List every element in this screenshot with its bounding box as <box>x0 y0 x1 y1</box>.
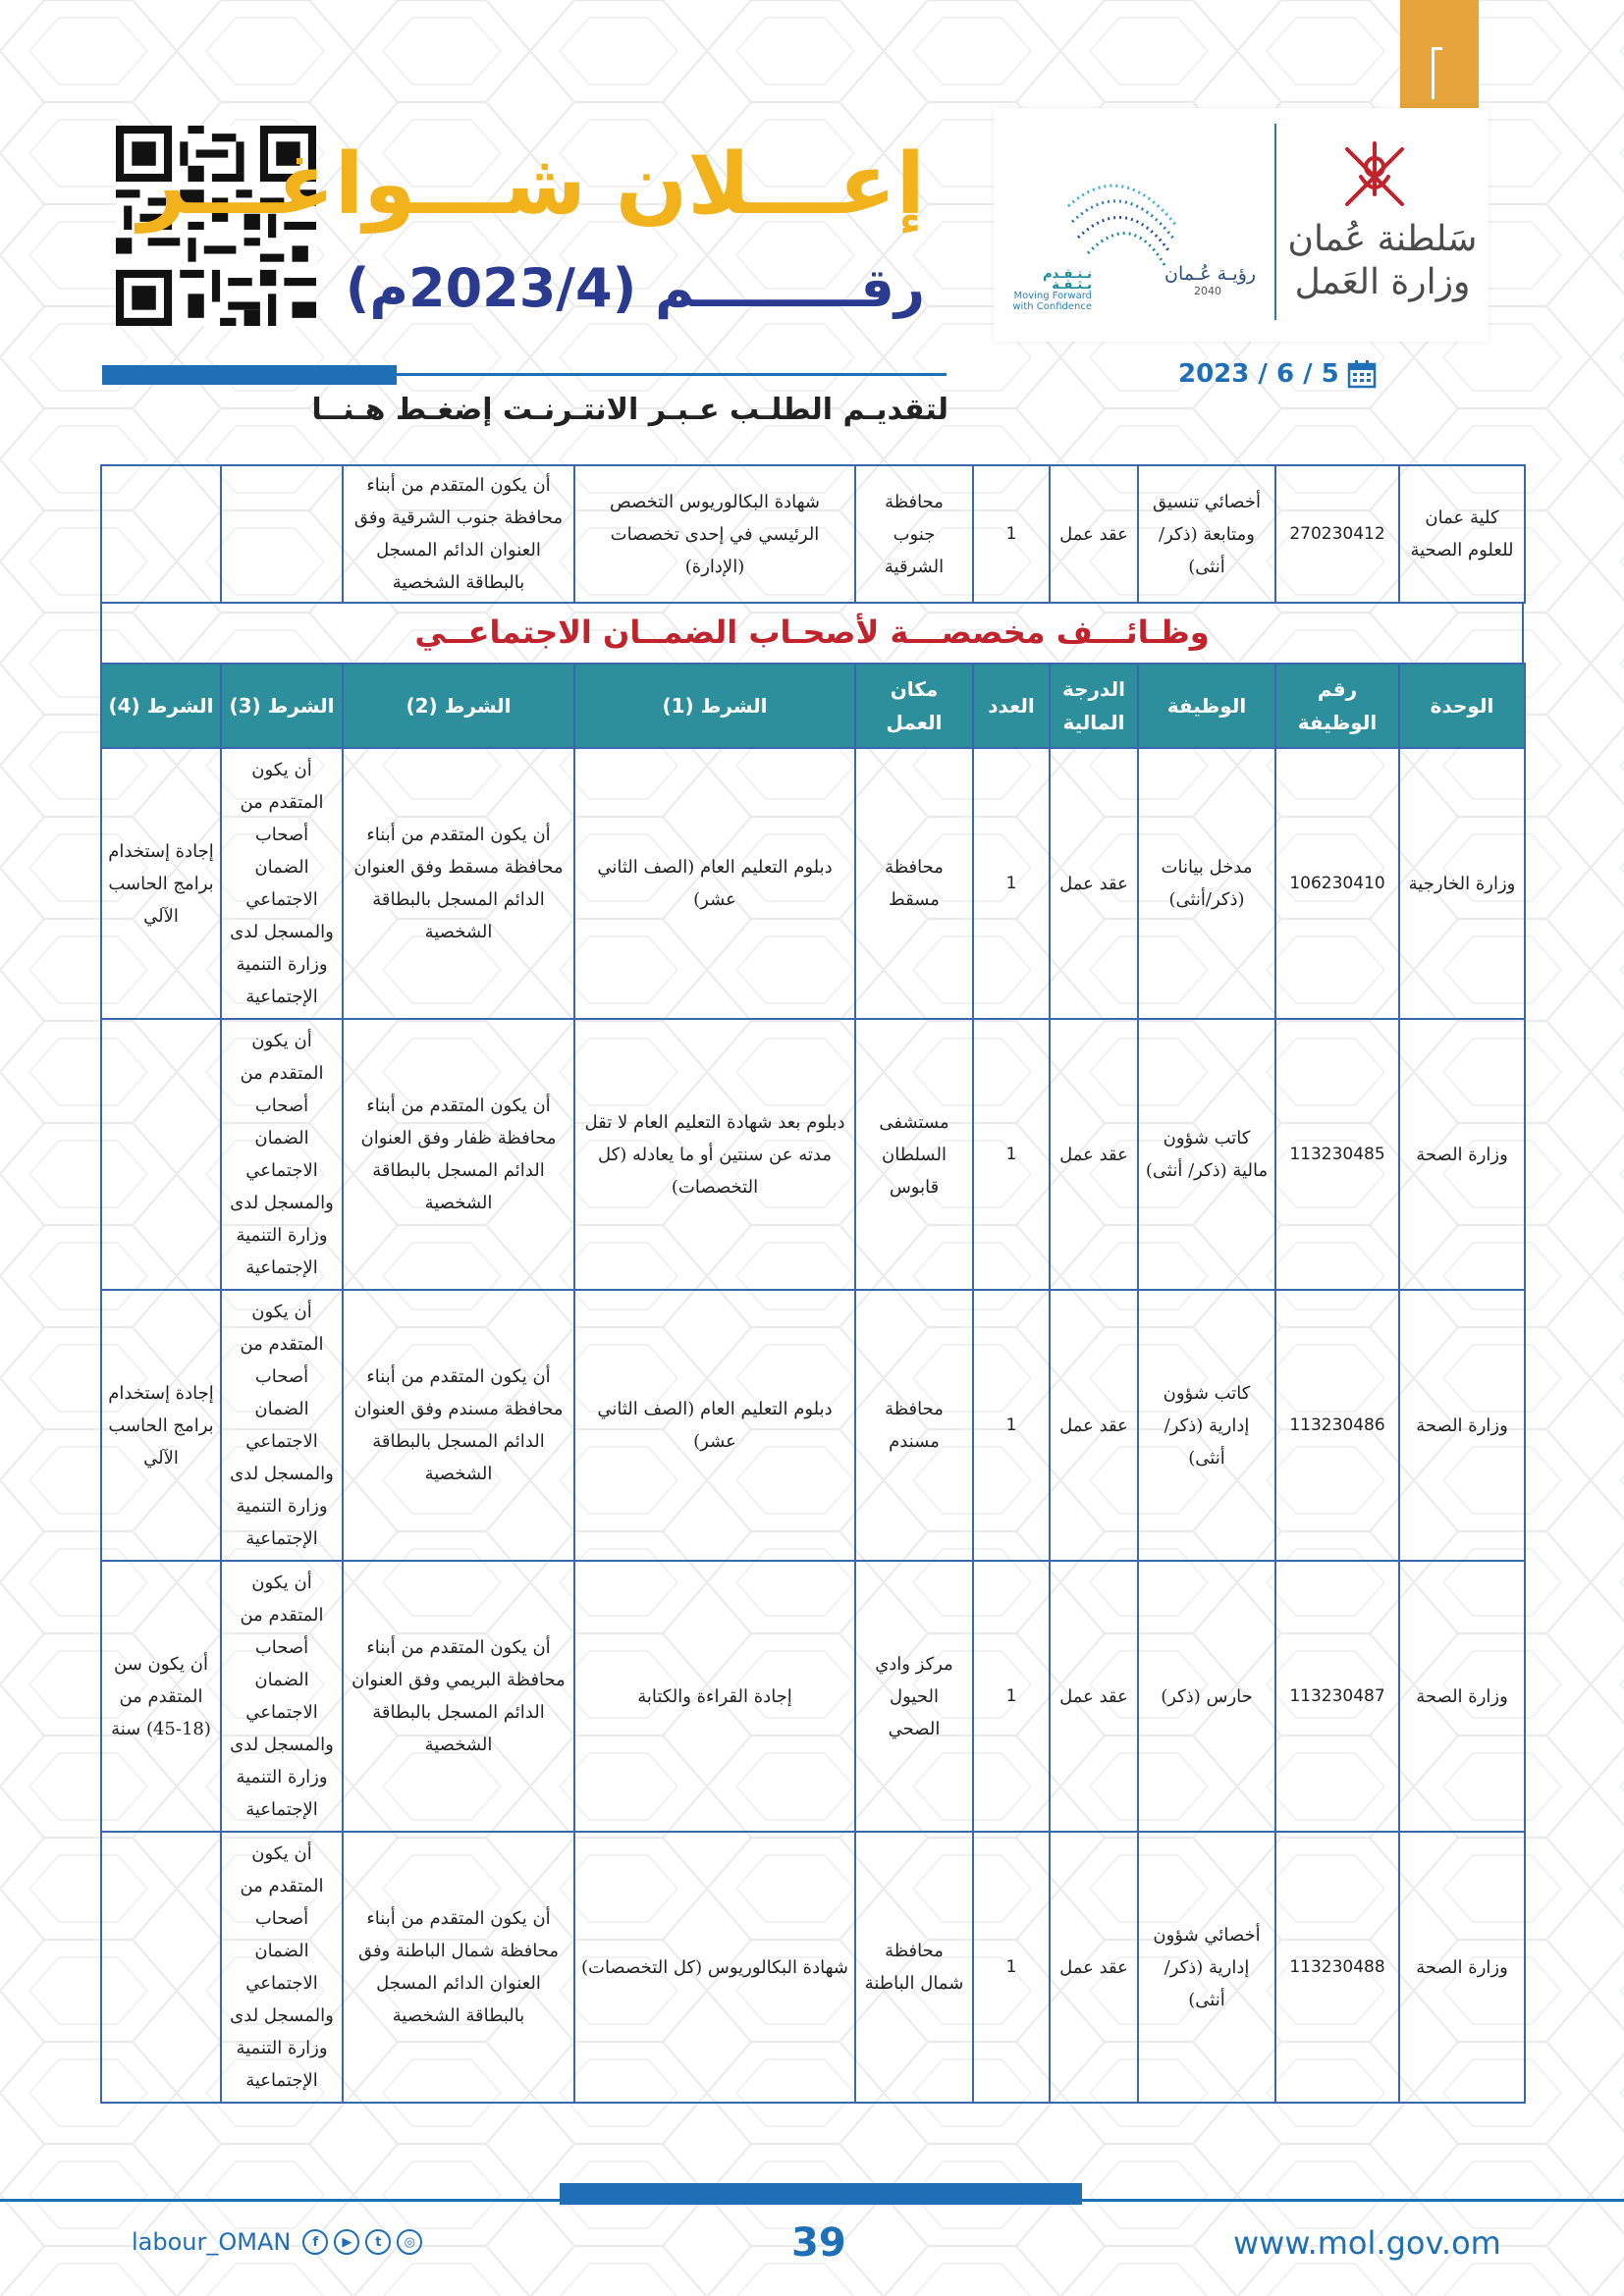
calendar-icon <box>1347 359 1377 389</box>
cell-cond4 <box>101 1832 221 2103</box>
cell-job: حارس (ذكر) <box>1138 1561 1275 1832</box>
footer-rule-accent <box>560 2183 1082 2205</box>
cell-unit: وزارة الصحة <box>1399 1561 1525 1832</box>
date-text: 2023 / 6 / 5 <box>1178 359 1339 389</box>
cell-location: محافظة مسقط <box>855 748 973 1019</box>
cell-count: 1 <box>973 1561 1050 1832</box>
cell-cond4: إجادة إستخدام برامج الحاسب الآلي <box>101 748 221 1019</box>
cell-grade: عقد عمل <box>1050 1290 1138 1561</box>
cell-cond1: دبلوم بعد شهادة التعليم العام لا تقل مدته عن سنتين أو ما يعادله (كل التخصصات) <box>574 1019 855 1290</box>
cell-grade: عقد عمل <box>1050 465 1138 603</box>
cell-location: مستشفى السلطان قابوس <box>855 1019 973 1290</box>
top-jobs-table <box>100 464 1526 604</box>
corner-tab <box>1400 0 1479 116</box>
cell-grade: عقد عمل <box>1050 1832 1138 2103</box>
header-count: العدد <box>973 664 1050 748</box>
cell-job-no: 106230410 <box>1275 748 1399 1019</box>
logo-divider <box>1274 124 1276 320</box>
cell-cond3: أن يكون المتقدم من أصحاب الضمان الاجتماعي والمسجل لدى وزارة التنمية الإجتماعية <box>221 1019 343 1290</box>
cell-cond1: شهادة البكالوريوس (كل التخصصات) <box>574 1832 855 2103</box>
table-row <box>101 1290 1525 1561</box>
cell-job: مدخل بيانات (ذكر/أنثى) <box>1138 748 1275 1019</box>
cell-cond4: إجادة إستخدام برامج الحاسب الآلي <box>101 1290 221 1561</box>
cell-grade: عقد عمل <box>1050 748 1138 1019</box>
cell-unit: وزارة الصحة <box>1399 1290 1525 1561</box>
header-location: مكان العمل <box>855 664 973 748</box>
cell-unit: كلية عمان للعلوم الصحية <box>1399 465 1525 603</box>
apply-online-link[interactable]: لتقديـم الطلـب عـبـر الانتـرنـت إضغـط هـنــا <box>311 393 948 427</box>
cell-job-no: 113230488 <box>1275 1832 1399 2103</box>
header-cond4: الشرط (4) <box>101 664 221 748</box>
vision-label: رؤيـة عُـمان <box>1164 263 1257 285</box>
announcement-date <box>1178 359 1377 389</box>
ministry-line-1: سَلطنة عُمان <box>1287 219 1478 259</box>
cell-grade: عقد عمل <box>1050 1019 1138 1290</box>
cell-cond1: شهادة البكالوريوس التخصص الرئيسي في إحدى تخصصات (الإدارة) <box>574 465 855 603</box>
cell-location: محافظة جنوب الشرقية <box>855 465 973 603</box>
moving-forward-ar: نـتـقـدم بـثـقـة <box>1043 267 1092 293</box>
table-row <box>101 1019 1525 1290</box>
cell-cond3: أن يكون المتقدم من أصحاب الضمان الاجتماعي والمسجل لدى وزارة التنمية الإجتماعية <box>221 748 343 1019</box>
table-header-row <box>101 664 1525 748</box>
social-handle[interactable]: labour_OMAN <box>132 2228 292 2256</box>
cell-unit: وزارة الصحة <box>1399 1832 1525 2103</box>
cell-location: محافظة شمال الباطنة <box>855 1832 973 2103</box>
header-grade: الدرجة المالية <box>1050 664 1138 748</box>
cell-job: كاتب شؤون إدارية (ذكر/ أنثى) <box>1138 1290 1275 1561</box>
cell-job: كاتب شؤون مالية (ذكر/ أنثى) <box>1138 1019 1275 1290</box>
cell-cond4: أن يكون سن المتقدم من (18-45) سنة <box>101 1561 221 1832</box>
social-security-jobs-table <box>100 663 1526 2104</box>
ministry-name <box>1286 218 1479 304</box>
cell-job: أخصائي تنسيق ومتابعة (ذكر/ أنثى) <box>1138 465 1275 603</box>
cell-cond2: أن يكون المتقدم من أبناء محافظة مسندم وفق العنوان الدائم المسجل بالبطاقة الشخصية <box>343 1290 574 1561</box>
cell-job-no: 113230486 <box>1275 1290 1399 1561</box>
cell-cond1: إجادة القراءة والكتابة <box>574 1561 855 1832</box>
header-cond3: الشرط (3) <box>221 664 343 748</box>
twitter-icon[interactable]: t <box>365 2229 391 2255</box>
cell-job-no: 113230487 <box>1275 1561 1399 1832</box>
cell-cond2: أن يكون المتقدم من أبناء محافظة جنوب الشرقية وفق العنوان الدائم المسجل بالبطاقة الشخصية <box>343 465 574 603</box>
header-rule-accent <box>102 365 397 385</box>
page-number: 39 <box>791 2220 846 2266</box>
header-cond1: الشرط (1) <box>574 664 855 748</box>
cell-count: 1 <box>973 465 1050 603</box>
cell-job-no: 113230485 <box>1275 1019 1399 1290</box>
cell-cond2: أن يكون المتقدم من أبناء محافظة شمال الباطنة وفق العنوان الدائم المسجل بالبطاقة الشخصية <box>343 1832 574 2103</box>
cell-cond2: أن يكون المتقدم من أبناء محافظة ظفار وفق العنوان الدائم المسجل بالبطاقة الشخصية <box>343 1019 574 1290</box>
cell-cond2: أن يكون المتقدم من أبناء محافظة البريمي وفق العنوان الدائم المسجل بالبطاقة الشخصية <box>343 1561 574 1832</box>
cell-cond3: أن يكون المتقدم من أصحاب الضمان الاجتماعي والمسجل لدى وزارة التنمية الإجتماعية <box>221 1561 343 1832</box>
header-unit: الوحدة <box>1399 664 1525 748</box>
cell-cond3 <box>221 465 343 603</box>
cell-cond3: أن يكون المتقدم من أصحاب الضمان الاجتماعي والمسجل لدى وزارة التنمية الإجتماعية <box>221 1290 343 1561</box>
cell-cond3: أن يكون المتقدم من أصحاب الضمان الاجتماعي والمسجل لدى وزارة التنمية الإجتماعية <box>221 1832 343 2103</box>
table-row <box>101 748 1525 1019</box>
oman-emblem-icon <box>1335 137 1414 216</box>
cell-grade: عقد عمل <box>1050 1561 1138 1832</box>
ministry-line-2: وزارة العَمل <box>1294 262 1471 302</box>
announcement-title: إعـــلان شـــواغـــر <box>137 135 925 234</box>
cell-job: أخصائي شؤون إدارية (ذكر/ أنثى) <box>1138 1832 1275 2103</box>
instagram-icon[interactable]: ◎ <box>397 2229 422 2255</box>
facebook-icon[interactable]: f <box>302 2229 328 2255</box>
announcement-number: رقـــــــــم (2023/4م) <box>345 257 925 319</box>
header-cond2: الشرط (2) <box>343 664 574 748</box>
cell-cond2: أن يكون المتقدم من أبناء محافظة مسقط وفق العنوان الدائم المسجل بالبطاقة الشخصية <box>343 748 574 1019</box>
cell-job-no: 270230412 <box>1275 465 1399 603</box>
header-job-no: رقم الوظيفة <box>1275 664 1399 748</box>
header-job: الوظيفة <box>1138 664 1275 748</box>
cell-cond4 <box>101 1019 221 1290</box>
moving-forward-label <box>1003 269 1092 312</box>
youtube-icon[interactable]: ▶ <box>334 2229 359 2255</box>
table-row <box>101 1561 1525 1832</box>
cell-location: محافظة مسندم <box>855 1290 973 1561</box>
cell-cond1: دبلوم التعليم العام (الصف الثاني عشر) <box>574 748 855 1019</box>
cell-cond1: دبلوم التعليم العام (الصف الثاني عشر) <box>574 1290 855 1561</box>
moving-forward-en: Moving Forward with Confidence <box>1012 291 1092 312</box>
cell-count: 1 <box>973 748 1050 1019</box>
cell-count: 1 <box>973 1832 1050 2103</box>
website-link[interactable]: www.mol.gov.om <box>1233 2224 1501 2262</box>
cell-cond4 <box>101 465 221 603</box>
cell-count: 1 <box>973 1019 1050 1290</box>
social-links <box>132 2228 422 2256</box>
table-row <box>101 465 1525 603</box>
section-title: وظـائـــف مخصصـــة لأصحـاب الضمــان الاجتماعــي <box>100 602 1524 663</box>
vision-year: 2040 <box>1194 285 1221 297</box>
cell-location: مركز وادي الحيول الصحي <box>855 1561 973 1832</box>
cell-count: 1 <box>973 1290 1050 1561</box>
table-row <box>101 1832 1525 2103</box>
cell-unit: وزارة الخارجية <box>1399 748 1525 1019</box>
cell-unit: وزارة الصحة <box>1399 1019 1525 1290</box>
